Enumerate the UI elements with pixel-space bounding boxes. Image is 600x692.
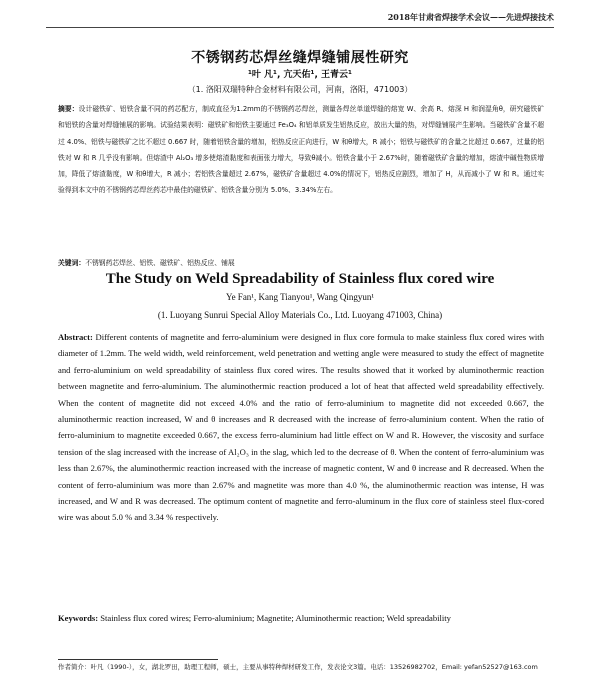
chinese-keywords-label: 关键词：: [58, 259, 86, 267]
english-affiliation: (1. Luoyang Sunrui Special Alloy Materials Co., Ltd. Luoyang 471003, China): [157, 310, 443, 320]
english-abstract-text: Different contents of magnetite and ferro-aluminium were designed in flux core formula to make stainless flux cored wires with diameter of 1.2mm. The weld width, weld reinforcement, weld penetration and wetting angle were measured to study the effect of magnetite and ferro-aluminium on weld spreadability of stainless flux cored wires. The results showed that it worked by aluminothermic reaction between magnetite and ferro-aluminium. The aluminothermic reaction produced a lot of heat that affected weld spreadability effectively. When the content of magnetite did not exceed 4.0% and the ratio of ferro-aluminium to magnetite did not exceeded 0.667, the aluminothermic reaction increased, W and θ increases and R decreased with the increase of ferro-aluminium content. When the ratio of ferro-aluminium to magnetite exceeded 0.667, the excess ferro-aluminium had little effect on W and R. However, the viscosity and surface tension of the slag increased with the increase of Al₂O₃ in the slag, which led to the decrease of θ. When the content of ferro-aluminium was less than 2.67%, the aluminothermic reaction increased with the increase of magnetic content, W and θ increase and R decreased. When the content of ferro-aluminium was more than 2.67% and magnetite was more than 4.0 %, the aluminothermic reaction was intense, H was increased, and W and R was decreased. The optimum content of magnetite and ferro-aluminum in the flux core of stainless steel flux-cored wire was about 5.0 % and 3.34 % respectively.: [58, 332, 544, 523]
footnote-rule: [58, 659, 218, 660]
english-abstract-label: Abstract:: [58, 332, 93, 342]
chinese-abstract: [58, 101, 544, 199]
english-abstract: [58, 329, 544, 526]
chinese-authors: ¹叶 凡¹, 亢天佑¹, 王青云¹: [247, 70, 352, 80]
english-keywords-text: Stainless flux cored wires; Ferro-aluminium; Magnetite; Aluminothermic reaction; Weld spreadability: [100, 613, 451, 623]
chinese-affiliation: （1. 洛阳双瑞特种合金材料有限公司，河南，洛阳，471003）: [187, 85, 413, 94]
chinese-keywords-text: 不锈钢药芯焊丝、铝铁、磁铁矿、铝热反应、铺展: [85, 259, 235, 267]
chinese-abstract-label: 摘要：: [58, 105, 79, 113]
english-keywords: [58, 613, 544, 623]
english-authors: Ye Fan¹, Kang Tianyou¹, Wang Qingyun¹: [225, 292, 375, 302]
english-keywords-label: Keywords:: [58, 613, 99, 623]
chinese-keywords: [58, 258, 544, 268]
author-footnote: 作者简介：叶凡（1990-），女，湖北罗田，助理工程师，硕士，主要从事特种焊材研发工作，发表论文3篇。电话：13526982702，Email: yefan52527@163.com: [58, 663, 538, 671]
header-rule: [46, 27, 554, 28]
chinese-title: 不锈钢药芯焊丝缝焊缝铺展性研究: [191, 50, 409, 66]
chinese-abstract-text: 设计磁铁矿、铝铁含量不同的药芯配方，制成直径为1.2mm的不锈钢药芯焊丝，测量各焊丝单道焊缝的熔宽 W、余高 R、熔深 H 和润湿角θ，研究磁铁矿和铝铁的含量对焊缝铺展的影响。试验结果表明：磁铁矿和铝铁主要通过 Fe₃O₄ 和铝单质发生铝热反应，放出大量的热，对焊缝铺展产生影响。当磁铁矿含量不超过 4.0%、铝铁与磁铁矿之比不超过 0.667 时，随着铝铁含量的增加，铝热反应正向进行，W 和θ增大，R 减小；铝铁与磁铁矿的含量之比超过 0.667，过量的铝铁对 W 和 R 几乎没有影响。但熔渣中 Al₂O₃ 增多使熔渣黏度和表面张力增大，导致θ减小。铝铁含量小于 2.67%时，随着磁铁矿含量的增加，熔渣中碱性物质增加，降低了熔渣黏度，W 和θ增大，R 减小；若铝铁含量超过 2.67%，磁铁矿含量超过 4.0%的情况下，铝热反应剧烈，增加了 H，从而减小了 W 和 R。通过实验得到本文中的不锈钢药芯焊丝药芯中最佳的磁铁矿、铝铁含量分别为 5.0%、3.34%左右。: [58, 105, 545, 195]
running-head: 2018年甘肃省焊接学术会议——先进焊接技术: [387, 12, 554, 22]
english-title: The Study on Weld Spreadability of Stainless flux cored wire: [105, 271, 495, 287]
